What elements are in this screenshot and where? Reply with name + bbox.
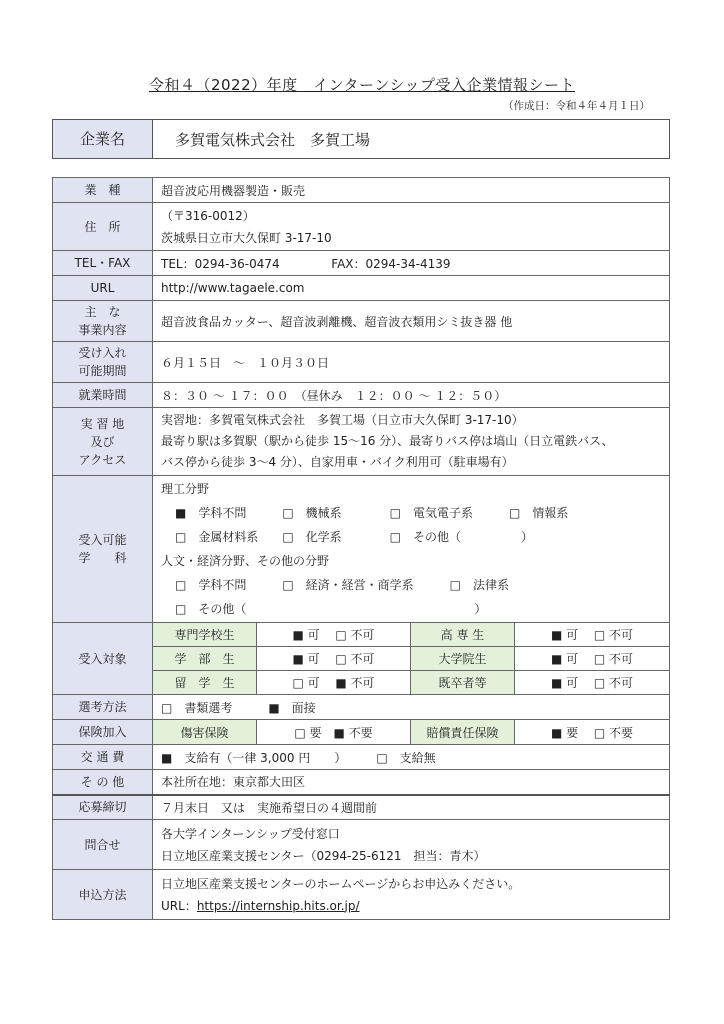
injury-insurance-value: □ 要 ■ 不要 bbox=[257, 720, 411, 745]
info-table bbox=[52, 177, 670, 920]
transport-value: ■ 支給有（一律 3,000 円 ） □ 支給無 bbox=[153, 745, 670, 770]
target-a-value: ■ 可 □ 不可 bbox=[257, 623, 411, 647]
targets-label: 受入対象 bbox=[53, 623, 153, 695]
telfax-row bbox=[53, 251, 670, 276]
access-line-1: 実習地：多賀電気株式会社 多賀工場（日立市大久保町 3-17-10） bbox=[161, 413, 524, 427]
selection-value: □ 書類選考 ■ 面接 bbox=[153, 695, 670, 720]
fields-label-1: 受入可能 bbox=[78, 533, 127, 547]
science-options-1: ■ 学科不問 □ 機械系 □ 電気電子系 □ 情報系 bbox=[175, 506, 569, 520]
deadline-label: 応募締切 bbox=[53, 795, 153, 820]
contact-row bbox=[53, 820, 670, 870]
apply-label: 申込方法 bbox=[53, 870, 153, 920]
liability-insurance-value: ■ 要 □ 不要 bbox=[515, 720, 670, 745]
contact-line-2: 日立地区産業支援センター（0294-25-6121 担当：青木） bbox=[161, 848, 486, 863]
fields-label-2: 学 科 bbox=[78, 551, 127, 565]
industry-row bbox=[53, 178, 670, 203]
url-label: URL bbox=[53, 276, 153, 301]
science-options-2: □ 金属材料系 □ 化学系 □ その他（ ） bbox=[175, 530, 534, 544]
transport-label: 交 通 費 bbox=[53, 745, 153, 770]
hours-label: 就業時間 bbox=[53, 383, 153, 408]
target-row-1 bbox=[53, 623, 670, 647]
insurance-row bbox=[53, 720, 670, 745]
access-row bbox=[53, 408, 670, 476]
humanities-header: 人文・経済分野、その他の分野 bbox=[161, 554, 330, 568]
fax-number: FAX：0294-34-4139 bbox=[331, 256, 451, 271]
target-a-label: 留 学 生 bbox=[153, 671, 257, 695]
humanities-options-1: □ 学科不問 □ 経済・経営・商学系 □ 法律系 bbox=[175, 578, 510, 592]
apply-line-1: 日立地区産業支援センターのホームページからお申込みください。 bbox=[161, 876, 521, 891]
fields-row bbox=[53, 476, 670, 623]
target-b-value: ■ 可 □ 不可 bbox=[515, 671, 670, 695]
deadline-row bbox=[53, 795, 670, 820]
target-b-value: ■ 可 □ 不可 bbox=[515, 647, 670, 671]
telfax-label: TEL・FAX bbox=[53, 251, 153, 276]
target-a-label: 学 部 生 bbox=[153, 647, 257, 671]
sheet-title: 令和４（2022）年度 インターンシップ受入企業情報シート bbox=[148, 76, 576, 94]
access-label-2: 及び bbox=[90, 434, 115, 449]
period-row bbox=[53, 342, 670, 383]
access-label-3: アクセス bbox=[78, 452, 127, 467]
tel-number: TEL：0294-36-0474 bbox=[161, 256, 280, 271]
industry-label: 業 種 bbox=[53, 178, 153, 203]
transport-row bbox=[53, 745, 670, 770]
business-row bbox=[53, 301, 670, 342]
insurance-label: 保険加入 bbox=[53, 720, 153, 745]
period-label-1: 受け入れ bbox=[78, 346, 127, 360]
liability-insurance-label: 賠償責任保険 bbox=[411, 720, 515, 745]
business-value: 超音波食品カッター、超音波剥離機、超音波衣類用シミ抜き器 他 bbox=[153, 301, 670, 342]
industry-value: 超音波応用機器製造・販売 bbox=[153, 178, 670, 203]
access-line-3: バス停から徒歩 3～4 分）、自家用車・バイク利用可（駐車場有） bbox=[161, 455, 514, 469]
target-b-label: 既卒者等 bbox=[411, 671, 515, 695]
access-line-2: 最寄り駅は多賀駅（駅から徒歩 15～16 分）、最寄りバス停は塙山（日立電鉄バス、 bbox=[161, 434, 614, 448]
company-label: 企業名 bbox=[53, 120, 153, 159]
deadline-value: ７月末日 又は 実施希望日の４週間前 bbox=[153, 795, 670, 820]
access-label-1: 実 習 地 bbox=[80, 416, 125, 431]
address-row bbox=[53, 203, 670, 251]
address-label: 住 所 bbox=[53, 203, 153, 251]
created-date: （作成日：令和４年４月１日） bbox=[503, 100, 650, 112]
science-header: 理工分野 bbox=[161, 482, 210, 496]
other-value: 本社所在地：東京都大田区 bbox=[153, 770, 670, 795]
url-row bbox=[53, 276, 670, 301]
apply-row bbox=[53, 870, 670, 920]
target-a-label: 専門学校生 bbox=[153, 623, 257, 647]
target-b-label: 高 専 生 bbox=[411, 623, 515, 647]
target-a-value: ■ 可 □ 不可 bbox=[257, 647, 411, 671]
postal-code: （〒316-0012） bbox=[161, 208, 255, 223]
target-a-value: □ 可 ■ 不可 bbox=[257, 671, 411, 695]
selection-row bbox=[53, 695, 670, 720]
business-label-2: 事業内容 bbox=[78, 323, 127, 337]
street-address: 茨城県日立市大久保町 3-17-10 bbox=[161, 230, 332, 245]
period-label-2: 可能期間 bbox=[78, 364, 127, 378]
url-value: http://www.tagaele.com bbox=[153, 276, 670, 301]
contact-label: 問合せ bbox=[53, 820, 153, 870]
other-label: そ の 他 bbox=[53, 770, 153, 795]
humanities-options-2: □ その他（ ） bbox=[175, 602, 487, 616]
hours-row bbox=[53, 383, 670, 408]
apply-url-link[interactable]: https://internship.hits.or.jp/ bbox=[196, 898, 360, 913]
contact-line-1: 各大学インターンシップ受付窓口 bbox=[161, 826, 340, 841]
company-table bbox=[52, 119, 670, 159]
target-b-value: ■ 可 □ 不可 bbox=[515, 623, 670, 647]
business-label-1: 主 な bbox=[84, 305, 121, 319]
injury-insurance-label: 傷害保険 bbox=[153, 720, 257, 745]
company-name: 多賀電気株式会社 多賀工場 bbox=[153, 120, 670, 159]
selection-label: 選考方法 bbox=[53, 695, 153, 720]
hours-value: ８：３０ ～ １７：００ （昼休み １２：００ ～ １２：５０） bbox=[153, 383, 670, 408]
apply-url-prefix: URL： bbox=[161, 898, 197, 913]
other-row bbox=[53, 770, 670, 795]
target-b-label: 大学院生 bbox=[411, 647, 515, 671]
period-value: ６月１５日 ～ １０月３０日 bbox=[153, 342, 670, 383]
